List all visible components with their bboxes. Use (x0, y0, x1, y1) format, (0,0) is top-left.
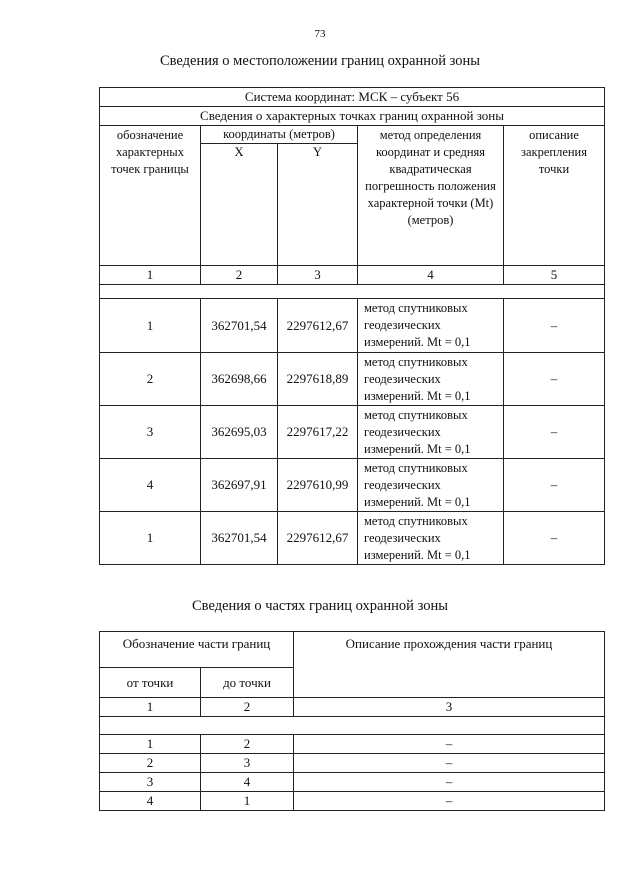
x-cell: 362697,91 (201, 459, 278, 512)
y-cell: 2297618,89 (278, 353, 358, 406)
spacer-row (100, 717, 605, 735)
x-cell: 362695,03 (201, 406, 278, 459)
boundary-parts-table (99, 631, 605, 811)
method-cell: метод спутниковых геодезических измерений. Mt = 0,1 (358, 512, 504, 565)
point-cell: 1 (100, 299, 201, 353)
col-number-cell: 4 (358, 266, 504, 285)
point-cell: 2 (100, 353, 201, 406)
from-cell: 4 (100, 792, 201, 811)
col-to-header: до точки (201, 668, 294, 698)
boundary-points-table (99, 87, 605, 565)
table-row (100, 512, 605, 565)
table-row (100, 735, 605, 754)
desc-cell: – (294, 792, 605, 811)
col-desc-header: Описание прохождения части границ (294, 632, 605, 698)
from-cell: 3 (100, 773, 201, 792)
x-cell: 362698,66 (201, 353, 278, 406)
col-number-cell: 3 (278, 266, 358, 285)
method-cell: метод спутниковых геодезических измерений. Mt = 0,1 (358, 353, 504, 406)
page-number: 73 (314, 28, 326, 40)
desc-cell: – (504, 459, 605, 512)
table-row (100, 459, 605, 512)
point-cell: 4 (100, 459, 201, 512)
col-number-cell: 2 (201, 266, 278, 285)
point-cell: 3 (100, 406, 201, 459)
col-from-header: от точки (100, 668, 201, 698)
table-row (100, 406, 605, 459)
table-row (100, 299, 605, 353)
col-number-cell: 1 (100, 698, 201, 717)
desc-cell: – (504, 353, 605, 406)
to-cell: 4 (201, 773, 294, 792)
col-x-header: X (201, 144, 278, 266)
table-row (100, 754, 605, 773)
desc-cell: – (504, 299, 605, 353)
table-row (100, 773, 605, 792)
method-cell: метод спутниковых геодезических измерений. Mt = 0,1 (358, 459, 504, 512)
col-number-cell: 2 (201, 698, 294, 717)
col-number-cell: 5 (504, 266, 605, 285)
table-row (100, 792, 605, 811)
y-cell: 2297617,22 (278, 406, 358, 459)
from-cell: 2 (100, 754, 201, 773)
desc-cell: – (504, 512, 605, 565)
parts-title: Сведения о частях границ охранной зоны (192, 598, 448, 614)
y-cell: 2297610,99 (278, 459, 358, 512)
col-y-header: Y (278, 144, 358, 266)
desc-cell: – (294, 773, 605, 792)
method-cell: метод спутниковых геодезических измерений. Mt = 0,1 (358, 299, 504, 353)
coord-system-cell: Система координат: МСК – субъект 56 (100, 88, 605, 107)
page-title: Сведения о местоположении границ охранной зоны (159, 53, 480, 69)
y-cell: 2297612,67 (278, 512, 358, 565)
col-designation-header: обозначение характерных точек границы (100, 126, 201, 266)
col-desc-header: описание закрепления точки (504, 126, 605, 266)
to-cell: 2 (201, 735, 294, 754)
to-cell: 3 (201, 754, 294, 773)
spacer-row (100, 285, 605, 299)
desc-cell: – (504, 406, 605, 459)
to-cell: 1 (201, 792, 294, 811)
section-title-cell: Сведения о характерных точках границ охранной зоны (100, 107, 605, 126)
point-cell: 1 (100, 512, 201, 565)
desc-cell: – (294, 735, 605, 754)
col-coords-header: координаты (метров) (201, 126, 358, 144)
y-cell: 2297612,67 (278, 299, 358, 353)
col-method-header: метод определения координат и средняя квадратическая погрешность положения характерной точки (Mt) (метров) (358, 126, 504, 266)
table-row (100, 353, 605, 406)
col-number-cell: 3 (294, 698, 605, 717)
x-cell: 362701,54 (201, 299, 278, 353)
x-cell: 362701,54 (201, 512, 278, 565)
desc-cell: – (294, 754, 605, 773)
col-number-cell: 1 (100, 266, 201, 285)
method-cell: метод спутниковых геодезических измерений. Mt = 0,1 (358, 406, 504, 459)
col-part-header: Обозначение части границ (100, 632, 294, 668)
from-cell: 1 (100, 735, 201, 754)
